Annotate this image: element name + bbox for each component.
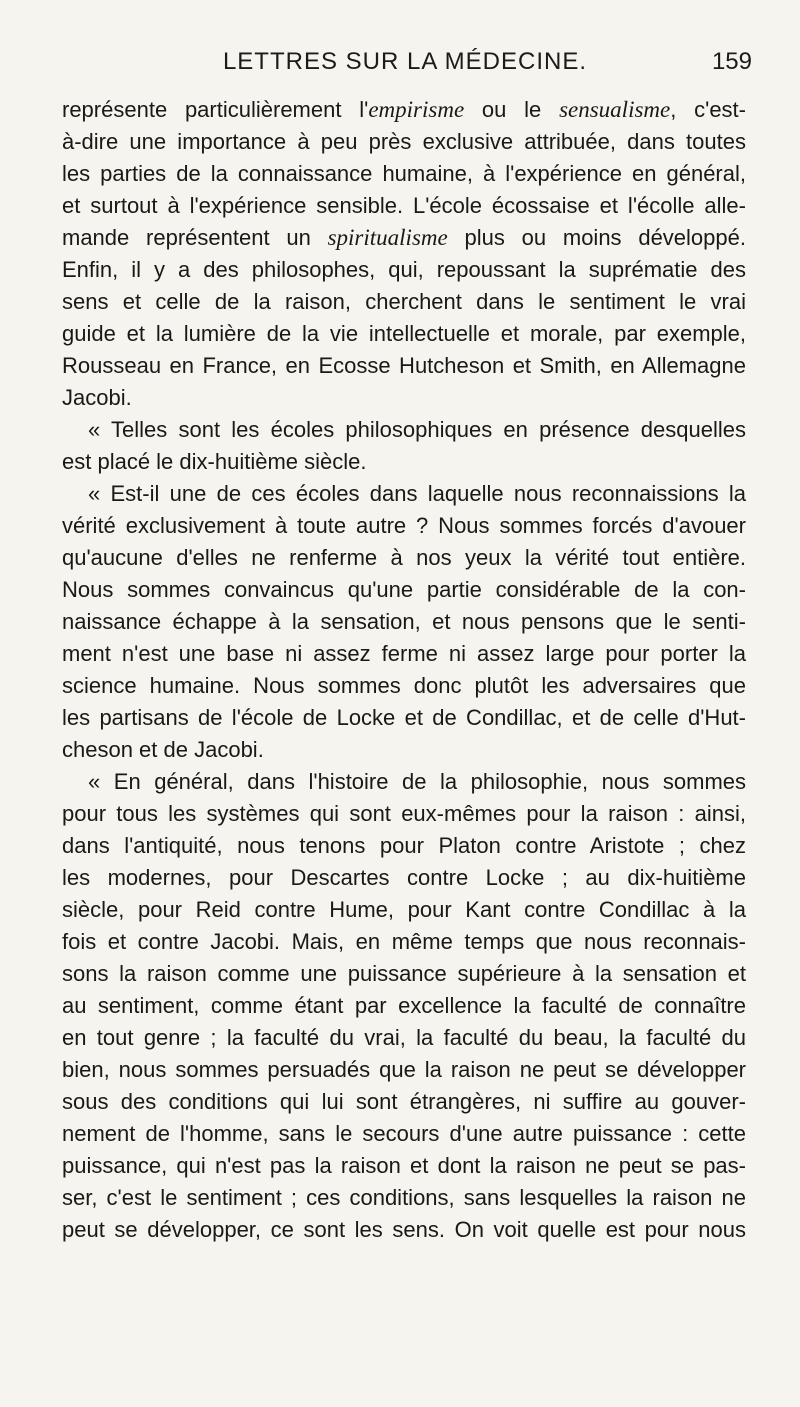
text-line <box>62 158 746 190</box>
text-line <box>62 542 746 574</box>
text-line <box>62 606 746 638</box>
text-run: à-dire une importance à peu près exclusive attribuée, dans toutes <box>62 129 746 154</box>
text-run: mande représentent un <box>62 225 328 250</box>
text-line <box>62 702 746 734</box>
text-line <box>62 1118 746 1150</box>
text-run: bien, nous sommes persuadés que la raison ne peut se développer <box>62 1057 746 1082</box>
text-line <box>62 990 746 1022</box>
text-line <box>62 1214 746 1246</box>
text-run: siècle, pour Reid contre Hume, pour Kant contre Condillac à la <box>62 897 746 922</box>
text-line <box>62 510 746 542</box>
text-run: naissance échappe à la sensation, et nous pensons que le senti- <box>62 609 746 634</box>
text-run: ou le <box>464 97 560 122</box>
text-run: les partisans de l'école de Locke et de Condillac, et de celle d'Hut- <box>62 705 746 730</box>
text-line <box>62 414 746 446</box>
text-run: au sentiment, comme étant par excellence la faculté de connaître <box>62 993 746 1018</box>
text-line <box>62 830 746 862</box>
text-run: Rousseau en France, en Ecosse Hutcheson et Smith, en Allemagne <box>62 353 746 378</box>
text-line <box>62 670 746 702</box>
text-run: sens et celle de la raison, cherchent dans le sentiment le vrai <box>62 289 746 314</box>
page-number: 159 <box>711 48 752 75</box>
text-run: Jacobi. <box>62 385 132 410</box>
text-line <box>62 894 746 926</box>
running-head <box>70 48 752 78</box>
text-line <box>62 734 746 766</box>
text-run: ser, c'est le sentiment ; ces conditions, sans lesquelles la raison ne <box>62 1185 746 1210</box>
body-text <box>62 94 746 1246</box>
text-line <box>62 478 746 510</box>
text-line <box>62 1086 746 1118</box>
text-line <box>62 222 746 254</box>
text-line <box>62 1182 746 1214</box>
italic-term: spiritualisme <box>327 225 448 250</box>
text-line <box>62 958 746 990</box>
text-run: cheson et de Jacobi. <box>62 737 264 762</box>
text-line <box>62 638 746 670</box>
text-run: représente particulièrement l' <box>62 97 369 122</box>
text-run: en tout genre ; la faculté du vrai, la faculté du beau, la faculté du <box>62 1025 746 1050</box>
text-run: Enfin, il y a des philosophes, qui, repoussant la suprématie des <box>62 257 746 282</box>
text-run: « Telles sont les écoles philosophiques en présence desquelles <box>88 417 746 442</box>
italic-term: sensualisme <box>559 97 671 122</box>
text-run: , c'est- <box>670 97 746 122</box>
text-run: science humaine. Nous sommes donc plutôt les adversaires que <box>62 673 746 698</box>
text-line <box>62 862 746 894</box>
text-line <box>62 926 746 958</box>
text-run: peut se développer, ce sont les sens. On voit quelle est pour nous <box>62 1217 746 1242</box>
text-line <box>62 1054 746 1086</box>
text-line <box>62 798 746 830</box>
text-run: fois et contre Jacobi. Mais, en même temps que nous reconnais- <box>62 929 746 954</box>
text-line <box>62 446 746 478</box>
text-run: Nous sommes convaincus qu'une partie considérable de la con- <box>62 577 746 602</box>
text-run: pour tous les systèmes qui sont eux-mêmes pour la raison : ainsi, <box>62 801 746 826</box>
text-run: puissance, qui n'est pas la raison et dont la raison ne peut se pas- <box>62 1153 746 1178</box>
text-line <box>62 574 746 606</box>
text-run: les modernes, pour Descartes contre Locke ; au dix-huitième <box>62 865 746 890</box>
text-line <box>62 94 746 126</box>
text-line <box>62 190 746 222</box>
text-run: vérité exclusivement à toute autre ? Nous sommes forcés d'avouer <box>62 513 746 538</box>
text-line <box>62 1150 746 1182</box>
text-run: sous des conditions qui lui sont étrangères, ni suffire au gouver- <box>62 1089 746 1114</box>
text-line <box>62 382 746 414</box>
text-line <box>62 286 746 318</box>
text-line <box>62 766 746 798</box>
running-title: LETTRES SUR LA MÉDECINE. <box>222 48 588 75</box>
text-run: est placé le dix-huitième siècle. <box>62 449 367 474</box>
text-run: dans l'antiquité, nous tenons pour Platon contre Aristote ; chez <box>62 833 746 858</box>
text-run: ment n'est une base ni assez ferme ni assez large pour porter la <box>62 641 746 666</box>
text-run: guide et la lumière de la vie intellectuelle et morale, par exemple, <box>62 321 746 346</box>
text-run: plus ou moins développé. <box>447 225 746 250</box>
text-run: et surtout à l'expérience sensible. L'école écossaise et l'écolle alle- <box>62 193 746 218</box>
text-run: qu'aucune d'elles ne renferme à nos yeux la vérité tout entière. <box>62 545 746 570</box>
text-run: nement de l'homme, sans le secours d'une autre puissance : cette <box>62 1121 746 1146</box>
italic-term: empirisme <box>368 97 465 122</box>
text-run: les parties de la connaissance humaine, à l'expérience en général, <box>62 161 746 186</box>
text-run: « Est-il une de ces écoles dans laquelle nous reconnaissions la <box>88 481 746 506</box>
text-run: sons la raison comme une puissance supérieure à la sensation et <box>62 961 746 986</box>
text-line <box>62 126 746 158</box>
text-line <box>62 318 746 350</box>
text-line <box>62 254 746 286</box>
text-run: « En général, dans l'histoire de la philosophie, nous sommes <box>88 769 746 794</box>
text-line <box>62 1022 746 1054</box>
text-line <box>62 350 746 382</box>
